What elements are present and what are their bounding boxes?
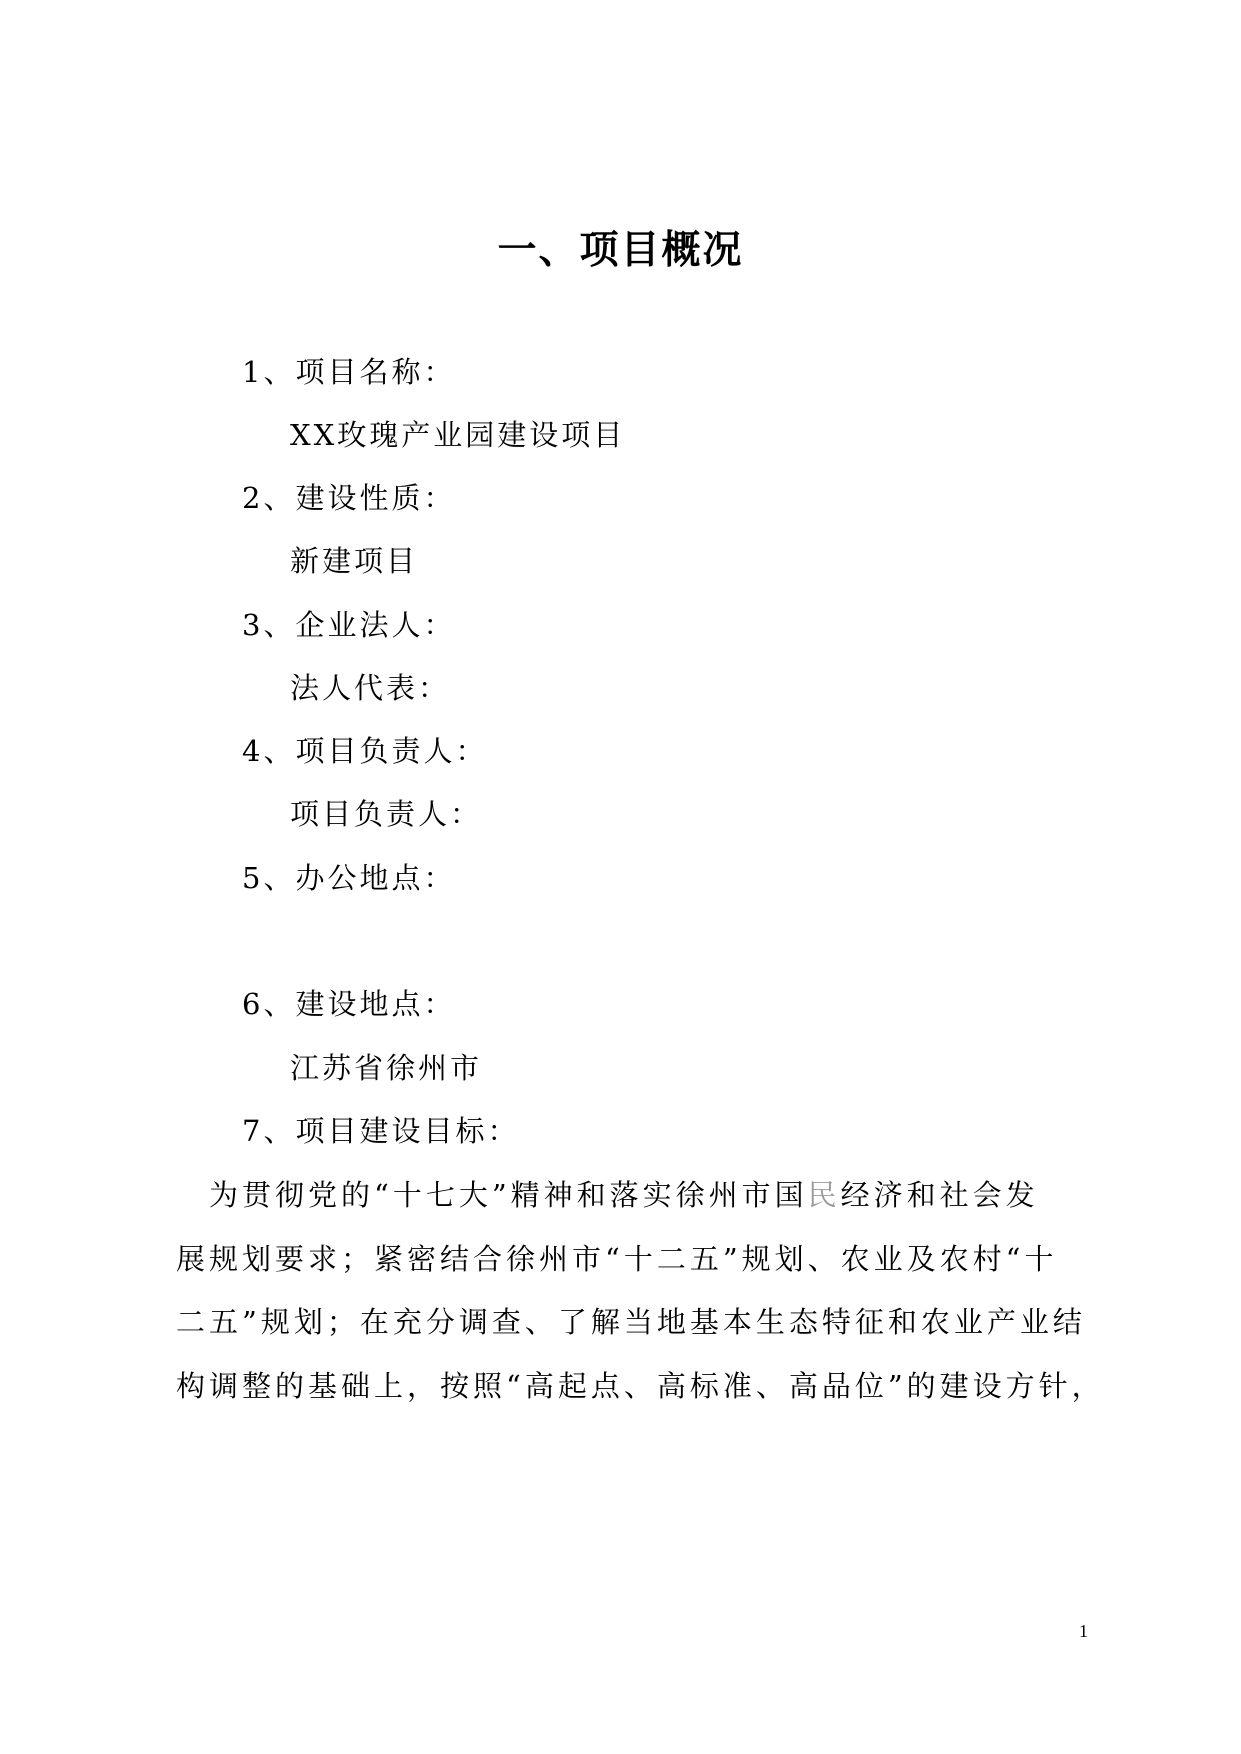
- paragraph-gray-char: 民: [807, 1178, 841, 1212]
- paragraph-line-3: 二五”规划；在充分调查、了解当地基本生态特征和农业产业结: [176, 1305, 1086, 1339]
- item-7-heading: 7、项目建设目标：: [242, 1114, 520, 1148]
- item-6-heading: 6、建设地点：: [242, 987, 456, 1021]
- item-4-value: 项目负责人：: [290, 797, 483, 831]
- paragraph-line-1-end: 经济和社会发: [840, 1178, 1039, 1212]
- item-3-heading: 3、企业法人：: [242, 608, 456, 642]
- paragraph-line-1-start: 为贯彻党的“十七大”精神和落实徐州市国: [176, 1178, 808, 1212]
- item-2-value: 新建项目: [290, 544, 419, 578]
- paragraph-line-4: 构调整的基础上，按照“高起点、高标准、高品位”的建设方针，: [176, 1369, 1105, 1403]
- item-5-heading: 5、办公地点：: [242, 861, 456, 895]
- paragraph-line-1: [176, 1175, 1096, 1215]
- item-6-value: 江苏省徐州市: [290, 1051, 483, 1085]
- page-title: 一、项目概况: [497, 228, 744, 273]
- item-1-heading: 1、项目名称：: [242, 355, 456, 389]
- item-4-heading: 4、项目负责人：: [242, 734, 488, 768]
- item-2-heading: 2、建设性质：: [242, 481, 456, 515]
- page-number: 1: [1079, 1621, 1088, 1641]
- item-1-value: XX玫瑰产业园建设项目: [290, 418, 626, 452]
- item-3-value: 法人代表：: [290, 671, 451, 705]
- paragraph-line-2: 展规划要求；紧密结合徐州市“十二五”规划、农业及农村“十: [176, 1242, 1058, 1276]
